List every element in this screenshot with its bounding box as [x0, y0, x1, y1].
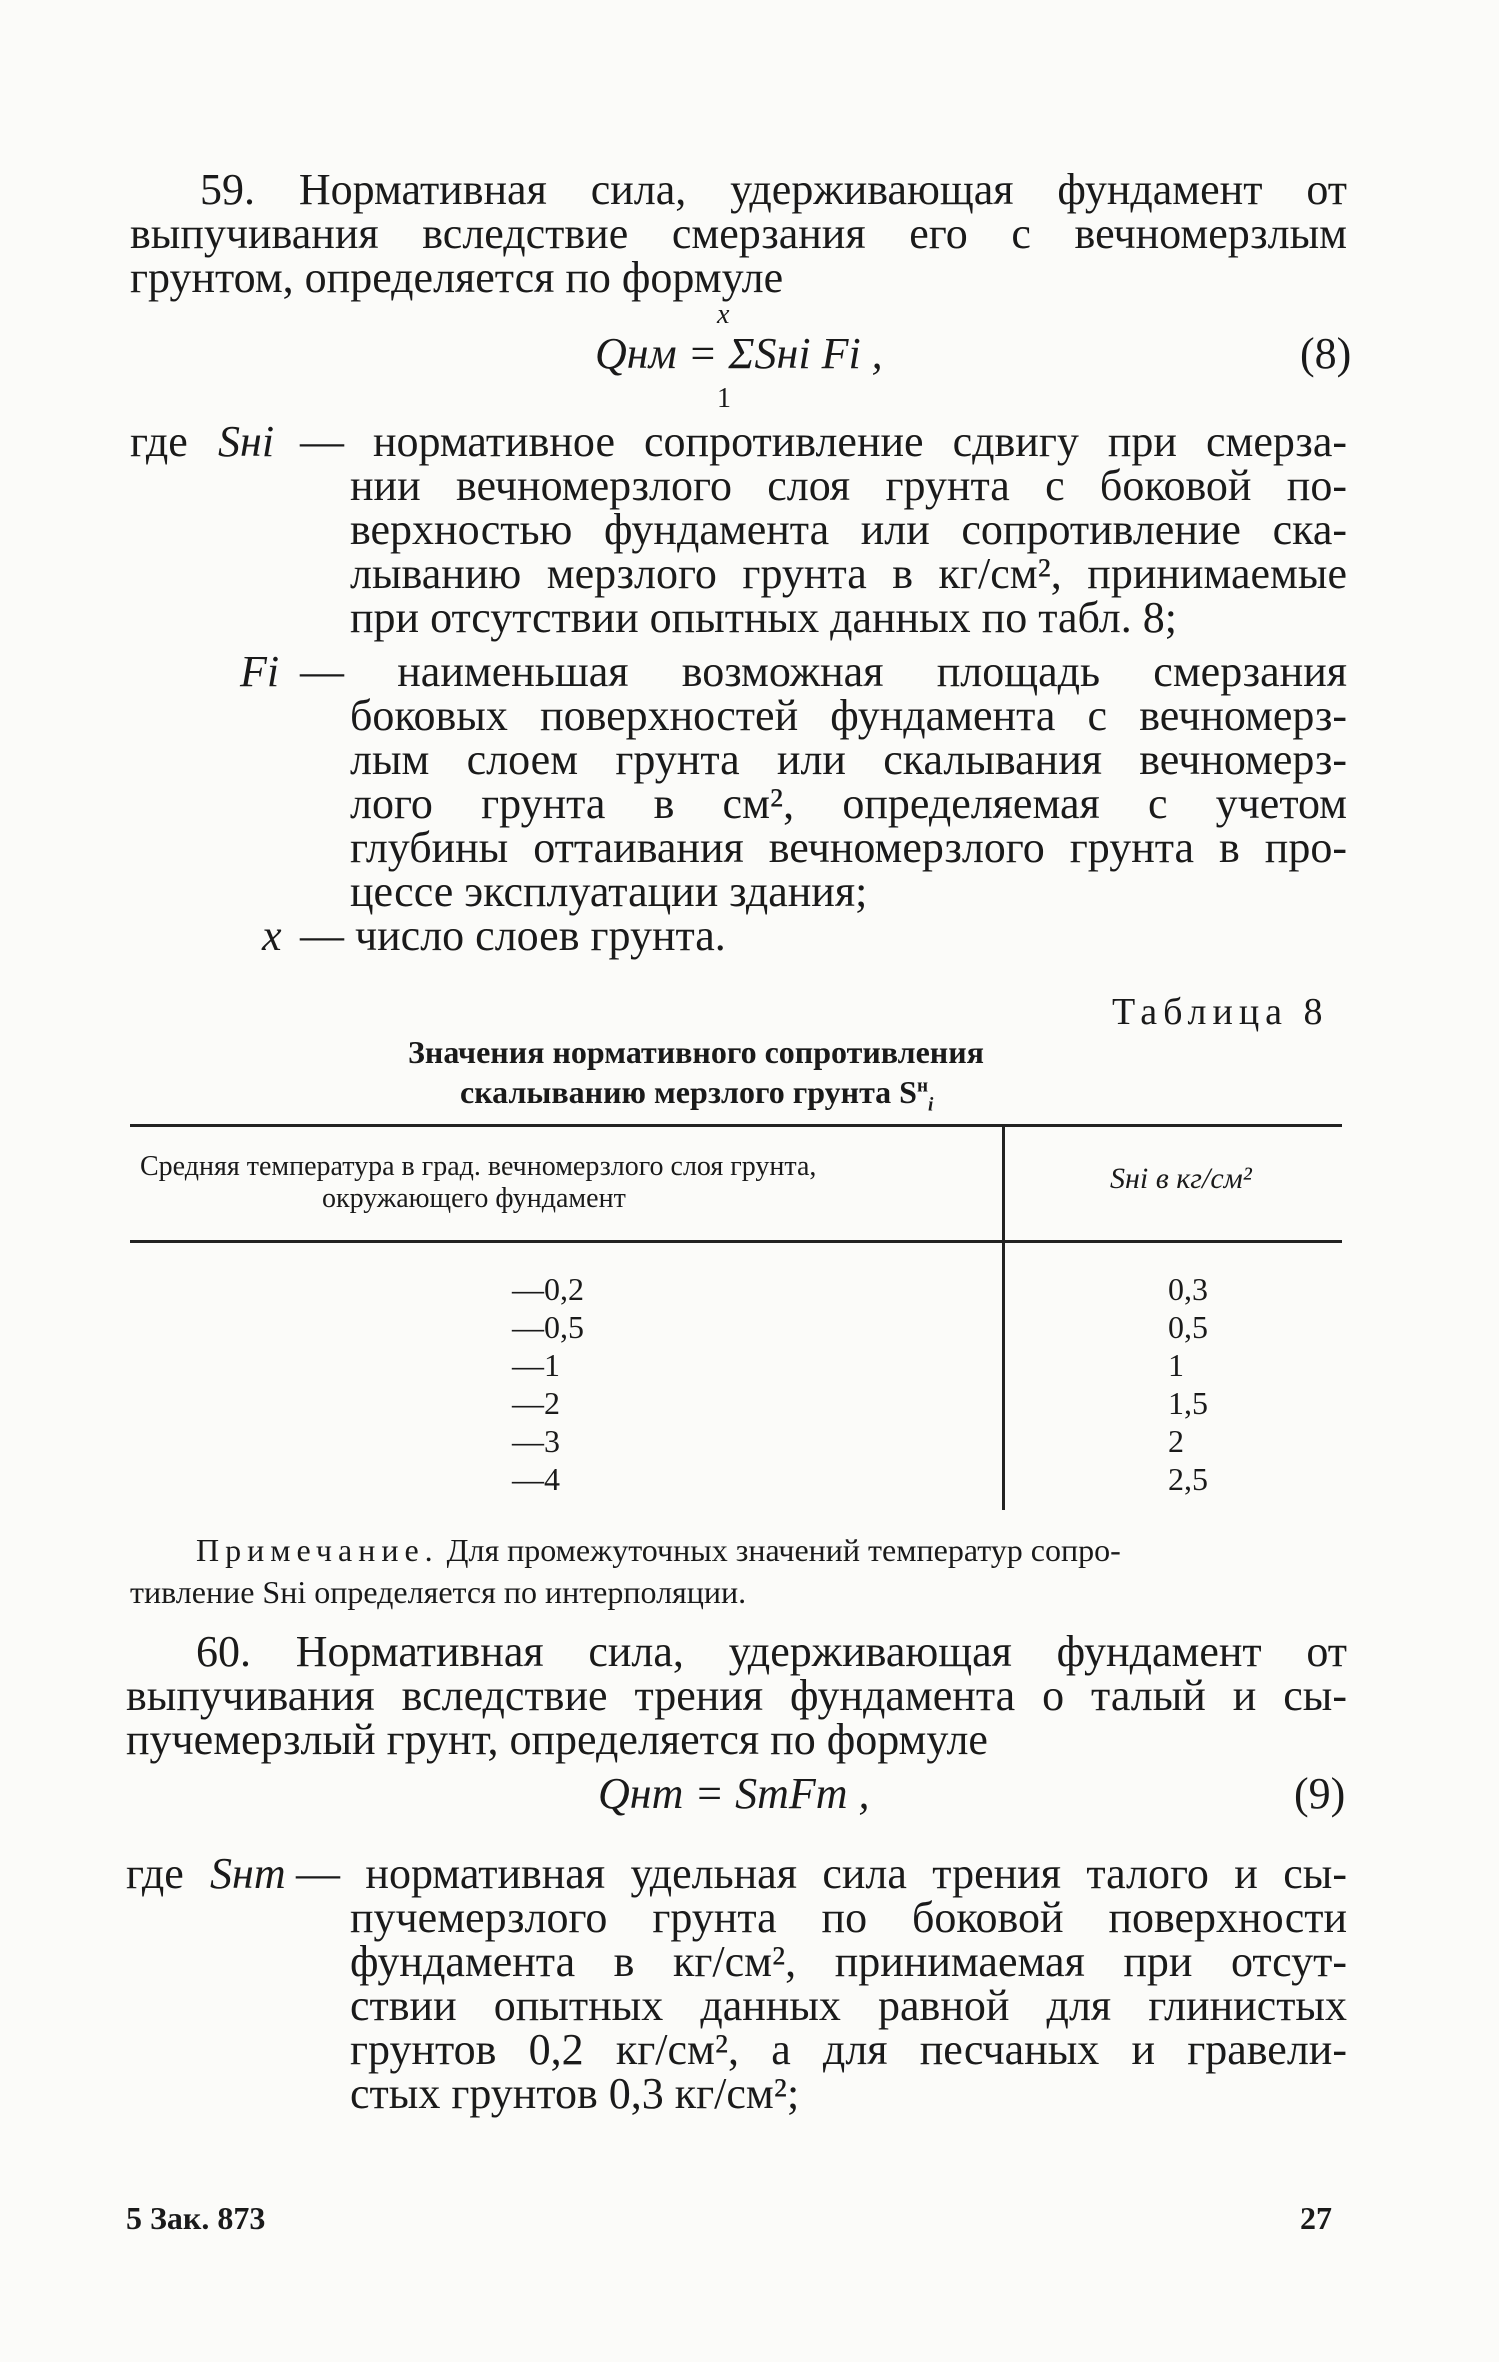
- def-S-line-4: лыванию мерзлого грунта в кг/см², принимаемые: [350, 549, 1347, 598]
- formula-9: Qнт = SтFт ,: [598, 1769, 870, 1818]
- paragraph-59-line-1: 59. Нормативная сила, удерживающая фундамент от: [200, 165, 1347, 214]
- equation-number-8: (8): [1300, 329, 1352, 378]
- table-title-text: скалыванию мерзлого грунта S: [460, 1074, 917, 1110]
- table-header-divider: [1002, 1126, 1005, 1246]
- paragraph-60-line-3: пучемерзлый грунт, определяется по формуле: [126, 1715, 988, 1764]
- table-temp-6: —4: [512, 1461, 560, 1497]
- paragraph-60-line-2: выпучивания вследствие трения фундамента о талый и сы-: [126, 1671, 1347, 1720]
- formula-8: Qнм = ΣSнi Fi ,: [595, 329, 883, 378]
- table-header-col1-line1: Средняя температура в град. вечномерзлого слоя грунта,: [140, 1151, 817, 1182]
- def-F-line-1: — наименьшая возможная площадь смерзания: [300, 647, 1347, 696]
- equation-number-9: (9): [1294, 1769, 1346, 1818]
- formula-8-upper-limit: x: [717, 299, 730, 330]
- footer-print-order: 5 Зак. 873: [126, 2200, 266, 2236]
- table-label: Таблица 8: [1112, 991, 1329, 1033]
- def-ST-line-4: ствии опытных данных равной для глинистых: [350, 1981, 1347, 2030]
- table-value-3: 1: [1168, 1347, 1184, 1383]
- table-title-line-1: Значения нормативного сопротивления: [408, 1034, 984, 1070]
- where-label-60: где: [126, 1849, 184, 1898]
- def-ST-line-3: фундамента в кг/см², принимаемая при отсут-: [350, 1937, 1347, 1986]
- def-F-line-3: лым слоем грунта или скалывания вечномерз-: [350, 735, 1347, 784]
- table-value-5: 2: [1168, 1423, 1184, 1459]
- def-F-line-6: цессе эксплуатации здания;: [350, 867, 868, 916]
- table-note-text-1: Для промежуточных значений температур сопро-: [446, 1532, 1121, 1568]
- paragraph-59-line-3: грунтом, определяется по формуле: [130, 253, 784, 302]
- table-value-2: 0,5: [1168, 1309, 1208, 1345]
- table-note-label: Примечание.: [196, 1532, 439, 1568]
- formula-8-lower-limit: 1: [717, 383, 731, 414]
- table-temp-3: —1: [512, 1347, 560, 1383]
- table-note-line-1: [196, 1528, 1121, 1572]
- table-top-rule: [130, 1124, 1342, 1127]
- def-symbol-x: x: [262, 911, 282, 960]
- table-title-sup: н: [916, 1075, 929, 1097]
- table-header-col2: Sнi в кг/см²: [1110, 1162, 1252, 1195]
- paragraph-59-line-2: выпучивания вследствие смерзания его с вечномерзлым: [130, 209, 1347, 258]
- def-x-line-1: — число слоев грунта.: [300, 911, 726, 960]
- page-number: 27: [1300, 2200, 1332, 2236]
- def-F-line-5: глубины оттаивания вечномерзлого грунта в про-: [350, 823, 1347, 872]
- def-ST-line-1: — нормативная удельная сила трения талого и сы-: [296, 1849, 1347, 1898]
- table-title-line-2: [460, 1070, 933, 1114]
- def-S-line-1: — нормативное сопротивление сдвигу при смерза-: [300, 417, 1347, 466]
- def-ST-line-6: стых грунтов 0,3 кг/см²;: [350, 2069, 800, 2118]
- def-symbol-S: Sнi: [218, 417, 275, 466]
- table-temp-2: —0,5: [512, 1309, 584, 1345]
- table-value-1: 0,3: [1168, 1271, 1208, 1307]
- def-ST-line-5: грунтов 0,2 кг/см², а для песчаных и гравели-: [350, 2025, 1347, 2074]
- def-ST-line-2: пучемерзлого грунта по боковой поверхности: [350, 1893, 1347, 1942]
- where-label-59: где: [130, 417, 188, 466]
- def-S-line-2: нии вечномерзлого слоя грунта с боковой по-: [350, 461, 1347, 510]
- def-S-line-3: верхностью фундамента или сопротивление ска-: [350, 505, 1347, 554]
- table-temp-1: —0,2: [512, 1271, 584, 1307]
- def-symbol-ST: Sнт: [210, 1849, 286, 1898]
- table-note-line-2: тивление Sнi определяется по интерполяции.: [130, 1574, 747, 1610]
- table-value-6: 2,5: [1168, 1461, 1208, 1497]
- table-value-4: 1,5: [1168, 1385, 1208, 1421]
- table-temp-5: —3: [512, 1423, 560, 1459]
- paragraph-60-line-1: 60. Нормативная сила, удерживающая фундамент от: [196, 1627, 1347, 1676]
- def-S-line-5: при отсутствии опытных данных по табл. 8;: [350, 593, 1177, 642]
- table-temp-4: —2: [512, 1385, 560, 1421]
- table-header-col1-line2: окружающего фундамент: [322, 1183, 626, 1214]
- table-header-rule: [130, 1240, 1342, 1243]
- def-symbol-F: Fi: [240, 647, 280, 696]
- table-title-sub: i: [928, 1094, 934, 1116]
- table-body-divider: [1002, 1242, 1005, 1510]
- def-F-line-2: боковых поверхностей фундамента с вечномерз-: [350, 691, 1347, 740]
- def-F-line-4: лого грунта в см², определяемая с учетом: [350, 779, 1347, 828]
